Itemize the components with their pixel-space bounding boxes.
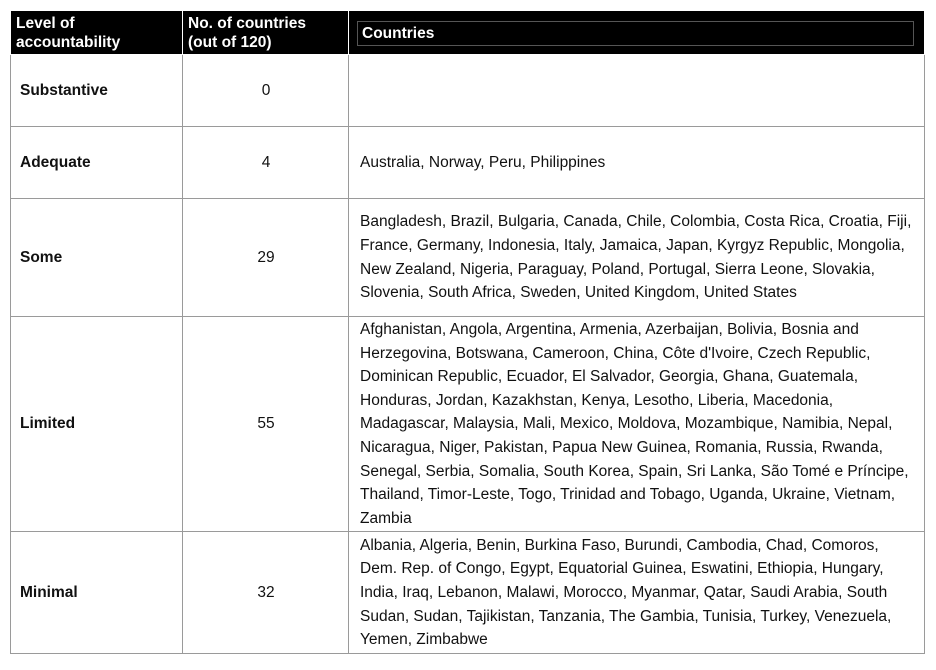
header-level-line-1: Level of xyxy=(16,15,75,32)
header-countries xyxy=(349,11,925,55)
header-row xyxy=(11,11,925,55)
countries-cell: Afghanistan, Angola, Argentina, Armenia, Azerbaijan, Bolivia, Bosnia and Herzegovina, Botswana, Cameroon, China, Côte d'Ivoire, Czech Republic, Dominican Republic, Ecuador, El Salvador, Georgia, Ghana, Guatemala, Honduras, Jordan, Kazakhstan, Kenya, Lesotho, Liberia, Macedonia, Madagascar, Malaysia, Mali, Mexico, Moldova, Mozambique, Namibia, Nepal, Nicaragua, Niger, Pakistan, Papua New Guinea, Romania, Russia, Rwanda, Senegal, Serbia, Somalia, South Korea, Spain, Sri Lanka, São Tomé e Príncipe, Thailand, Timor-Leste, Togo, Trinidad and Tobago, Uganda, Ukraine, Vietnam, Zambia xyxy=(349,317,925,532)
countries-cell: Australia, Norway, Peru, Philippines xyxy=(349,127,925,199)
header-countries-label: Countries xyxy=(357,21,914,46)
count-cell: 4 xyxy=(183,127,349,199)
table-row xyxy=(11,199,925,317)
level-cell: Limited xyxy=(11,317,183,532)
level-cell: Substantive xyxy=(11,55,183,127)
table-row xyxy=(11,532,925,654)
countries-cell: Bangladesh, Brazil, Bulgaria, Canada, Chile, Colombia, Costa Rica, Croatia, Fiji, France, Germany, Indonesia, Italy, Jamaica, Japan, Kyrgyz Republic, Mongolia, New Zealand, Nigeria, Paraguay, Poland, Portugal, Sierra Leone, Slovakia, Slovenia, South Africa, Sweden, United Kingdom, United States xyxy=(349,199,925,317)
level-cell: Adequate xyxy=(11,127,183,199)
level-cell: Some xyxy=(11,199,183,317)
accountability-table xyxy=(10,10,925,654)
header-level-line-2: accountability xyxy=(16,34,121,51)
header-level xyxy=(11,11,183,55)
count-cell: 32 xyxy=(183,532,349,654)
count-cell: 29 xyxy=(183,199,349,317)
level-cell: Minimal xyxy=(11,532,183,654)
countries-cell: Albania, Algeria, Benin, Burkina Faso, Burundi, Cambodia, Chad, Comoros, Dem. Rep. of Congo, Egypt, Equatorial Guinea, Eswatini, Ethiopia, Hungary, India, Iraq, Lebanon, Malawi, Morocco, Myanmar, Qatar, Saudi Arabia, South Sudan, Sudan, Tajikistan, Tanzania, The Gambia, Tunisia, Turkey, Venezuela, Yemen, Zimbabwe xyxy=(349,532,925,654)
countries-cell xyxy=(349,55,925,127)
table-row xyxy=(11,317,925,532)
header-count xyxy=(183,11,349,55)
table-row xyxy=(11,127,925,199)
header-count-line-1: No. of countries xyxy=(188,15,306,32)
count-cell: 0 xyxy=(183,55,349,127)
count-cell: 55 xyxy=(183,317,349,532)
header-count-line-2: (out of 120) xyxy=(188,34,272,51)
table-row xyxy=(11,55,925,127)
